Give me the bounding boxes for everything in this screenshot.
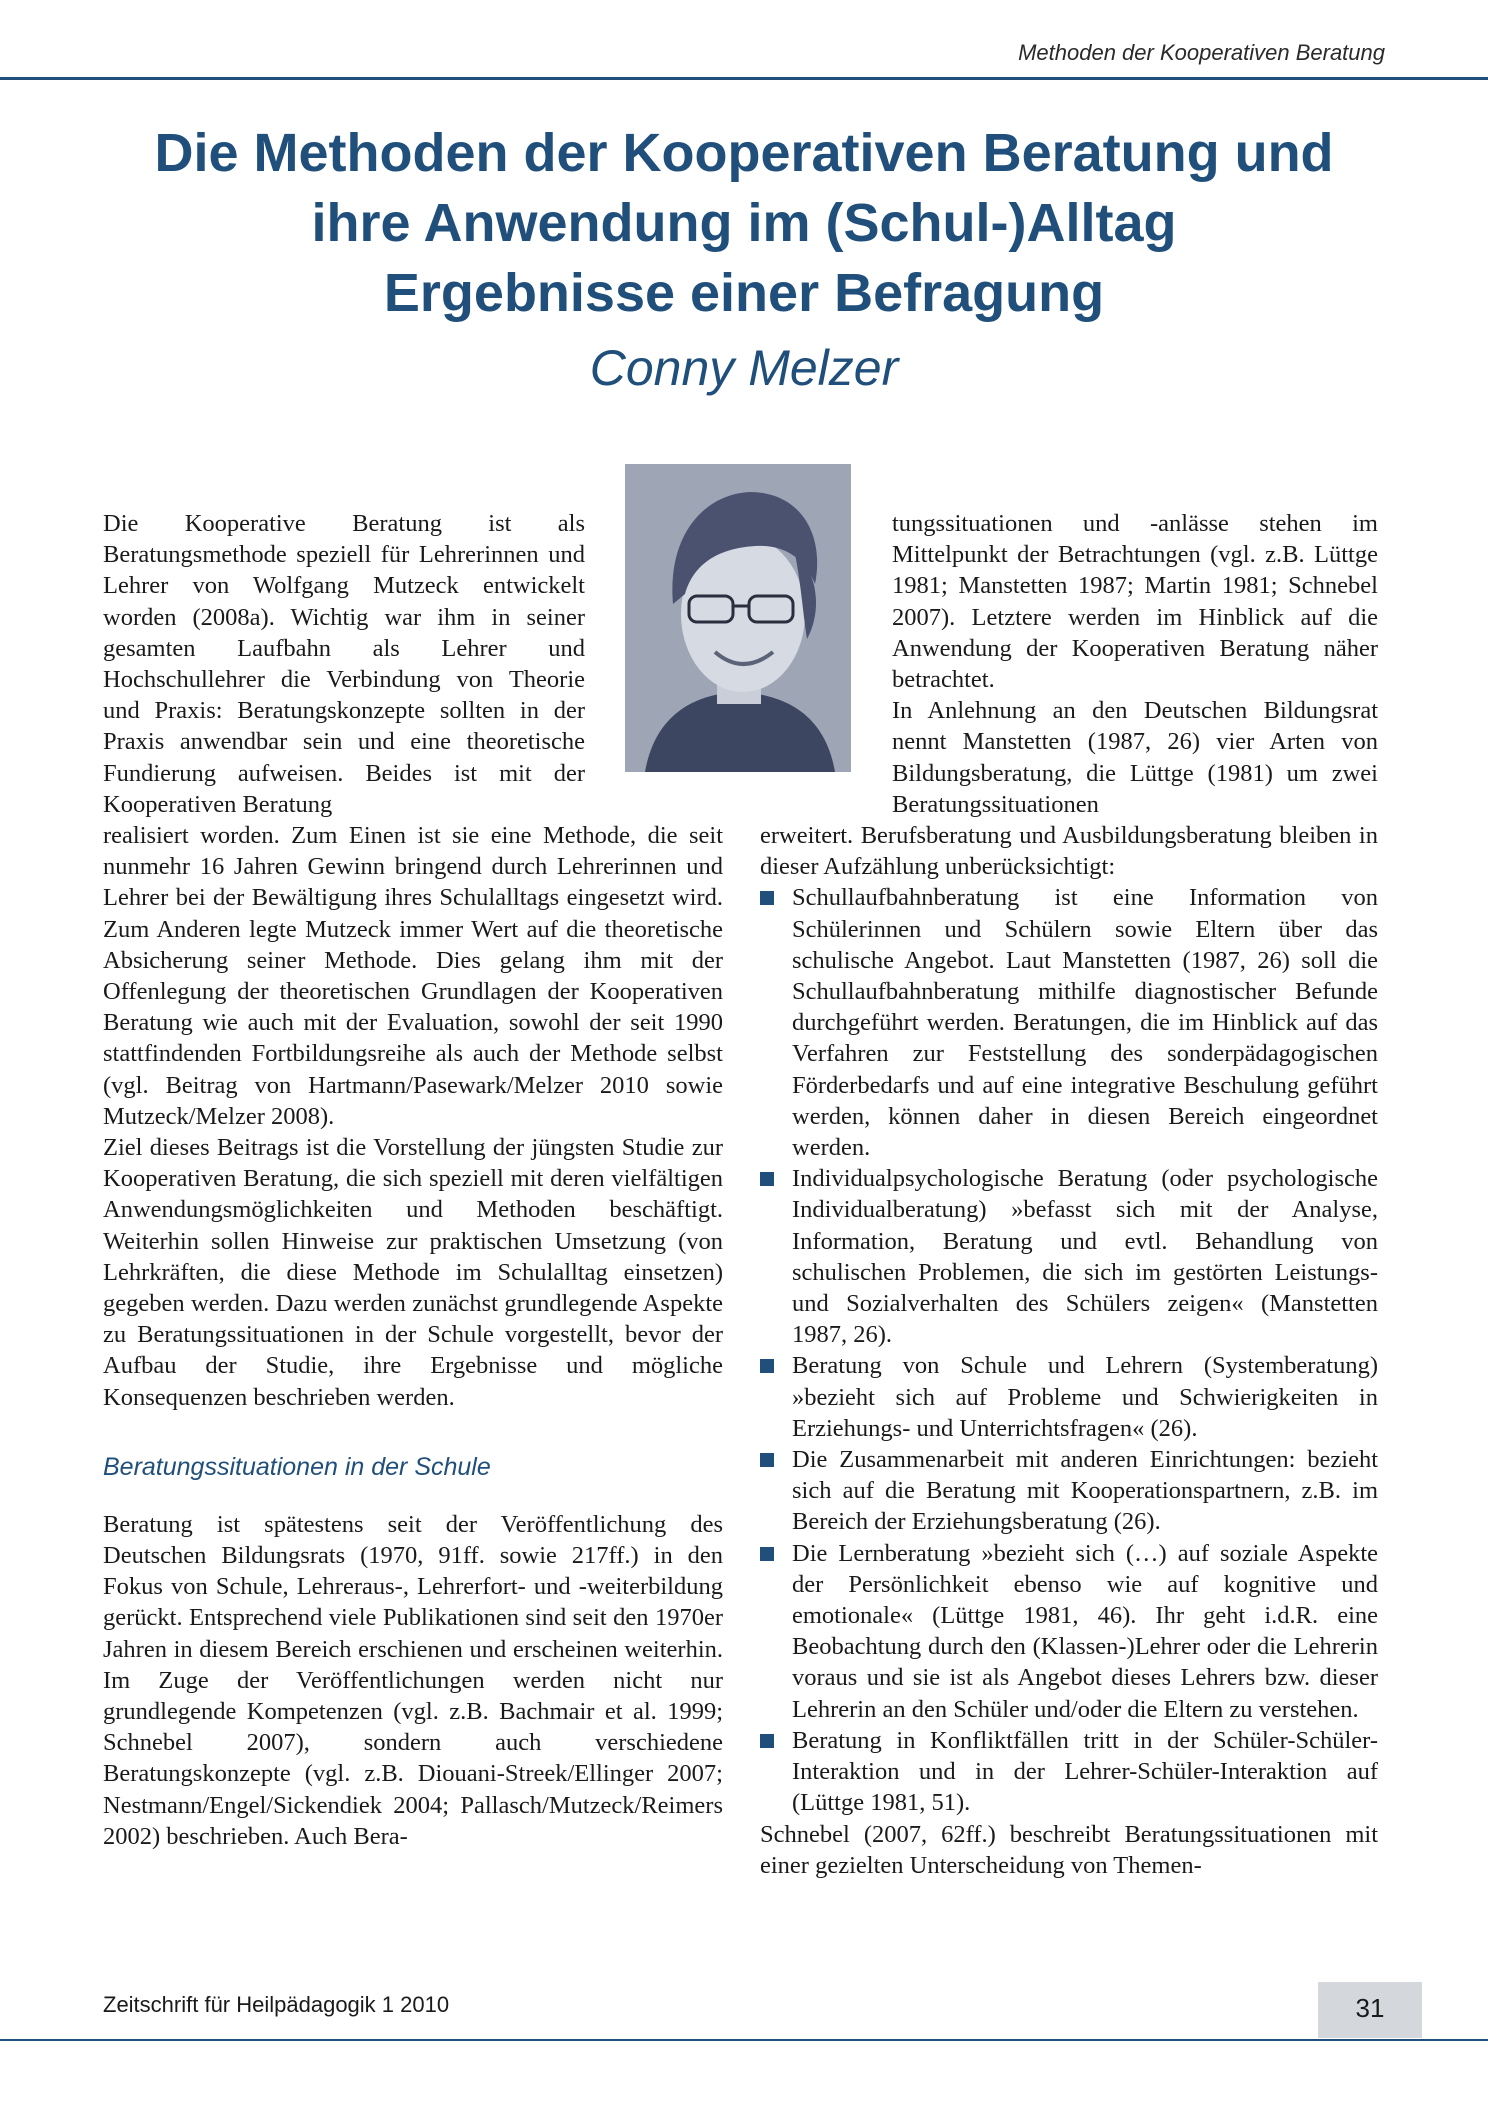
counseling-types-list — [760, 882, 1378, 1818]
right-paragraph-1: tungssituationen und -anlässe stehen im Mittelpunkt der Betrachtungen (vgl. z.B. Lüttge 1981; Manstetten 1987; Martin 1981; Schnebel 2007). Letztere werden im Hinblick auf die Anwendung der Kooperativen Beratung näher betrachtet. — [892, 510, 1378, 694]
square-bullet-icon — [760, 1734, 774, 1748]
list-item-text: Die Lernberatung »bezieht sich (…) auf soziale Aspekte der Persönlichkeit ebenso wie auf kognitive und emotionale« (Lüttge 1981, 46). Ihr geht i.d.R. eine Beobachtung durch den (Klassen-)Lehrer oder die Lehrerin voraus und sie ist als Angebot dieses Lehrers bzw. dieser Lehrerin an den Schüler und/oder die Eltern zu verstehen. — [792, 1539, 1378, 1723]
right-column-top — [892, 508, 1378, 820]
list-intro-paragraph: erweitert. Berufsberatung und Ausbildungsberatung bleiben in dieser Aufzählung unberücksichtigt: — [760, 822, 1378, 881]
footer-rule — [0, 2039, 1488, 2041]
list-item — [760, 1163, 1378, 1350]
list-item-text: Beratung in Konfliktfällen tritt in der Schüler-Schüler-Interaktion und in der Lehrer-Schüler-Interaktion auf (Lüttge 1981, 51). — [792, 1726, 1378, 1817]
intro-paragraph-goal: Ziel dieses Beitrags ist die Vorstellung der jüngsten Studie zur Kooperativen Beratung, die sich speziell mit deren vielfältigen Anwendungsmöglichkeiten und Methoden beschäftigt. Weiterhin sollen Hinweise zur praktischen Umsetzung (von Lehrkräften, die diese Methode im Schulalltag einsetzen) gegeben werden. Dazu werden zunächst grundlegende Aspekte zu Beratungssituationen in der Schule vorgestellt, bevor der Aufbau der Studie, ihre Ergebnisse und mögliche Konsequenzen beschrieben werden. — [103, 1134, 723, 1411]
square-bullet-icon — [760, 1172, 774, 1186]
square-bullet-icon — [760, 1547, 774, 1561]
intro-column-left-top — [103, 508, 585, 820]
list-item — [760, 1538, 1378, 1725]
page-number: 31 — [1355, 1993, 1385, 2023]
list-item — [760, 1350, 1378, 1444]
journal-footer: Zeitschrift für Heilpädagogik 1 2010 — [103, 1992, 450, 2017]
right-column — [760, 820, 1378, 1881]
title-block — [0, 118, 1488, 400]
list-item — [760, 1444, 1378, 1538]
article-title-line-1: Die Methoden der Kooperativen Beratung und — [154, 123, 1334, 183]
intro-paragraph-continued: realisiert worden. Zum Einen ist sie eine Methode, die seit nunmehr 16 Jahren Gewinn bringend durch Lehrerinnen und Lehrer bei der Bewältigung ihres Schulalltags eingesetzt wird. Zum Anderen legte Mutzeck immer Wert auf die theoretische Absicherung seiner Methode. Dies gelang ihm mit der Offenlegung der theoretischen Grundlagen der Kooperativen Beratung wie auch mit der Evaluation, sowohl der seit 1990 stattfindenden Fortbildungsreihe als auch der Methode selbst (vgl. Beitrag von Hartmann/Pasewark/Melzer 2010 sowie Mutzeck/Melzer 2008). — [103, 822, 723, 1130]
author-name: Conny Melzer — [589, 340, 899, 396]
left-column — [103, 820, 723, 1852]
section-heading: Beratungssituationen in der Schule — [103, 1452, 491, 1481]
list-item-text: Individualpsychologische Beratung (oder psychologische Individualberatung) »befasst sich mit der Analyse, Information, Beratung und evtl. Behandlung von schulischen Problemen, die sich im gestörten Leistungs- und Sozialverhalten des Schülers zeigen« (Manstetten 1987, 26). — [792, 1165, 1378, 1349]
after-list-paragraph: Schnebel (2007, 62ff.) beschreibt Beratungssituationen mit einer gezielten Unterscheidung von Themen- — [760, 1820, 1378, 1879]
list-item — [760, 1725, 1378, 1819]
intro-paragraph-start: Die Kooperative Beratung ist als Beratungsmethode speziell für Lehrerinnen und Lehrer von Wolfgang Mutzeck entwickelt worden (2008a). Wichtig war ihm in seiner gesamten Laufbahn als Lehrer und Hochschullehrer die Verbindung von Theorie und Praxis: Beratungskonzepte sollten in der Praxis anwendbar sein und eine theoretische Fundierung aufweisen. Beides ist mit der Kooperativen Beratung — [103, 510, 585, 818]
author-photo — [625, 464, 851, 772]
list-item — [760, 882, 1378, 1163]
list-item-text: Die Zusammenarbeit mit anderen Einrichtungen: bezieht sich auf die Beratung mit Kooperationspartnern, z.B. im Bereich der Erziehungsberatung (26). — [792, 1446, 1378, 1536]
section-paragraph: Beratung ist spätestens seit der Veröffentlichung des Deutschen Bildungsrats (1970, 91ff. sowie 217ff.) in den Fokus von Schule, Lehreraus-, Lehrerfort- und -weiterbildung gerückt. Entsprechend viele Publikationen sind seit den 1970er Jahren in diesem Bereich erschienen und erscheinen weiterhin. Im Zuge der Veröffentlichungen werden nicht nur grundlegende Kompetenzen (vgl. z.B. Bachmair et al. 1999; Schnebel 2007), sondern auch verschiedene Beratungskonzepte (vgl. z.B. Diouani-Streek/Ellinger 2007; Nestmann/Engel/Sickendiek 2004; Pallasch/Mutzeck/Reimers 2002) beschrieben. Auch Bera- — [103, 1510, 723, 1850]
article-title-line-2: ihre Anwendung im (Schul-)Alltag — [311, 193, 1177, 253]
article-title-line-3: Ergebnisse einer Befragung — [383, 263, 1105, 323]
square-bullet-icon — [760, 891, 774, 905]
right-paragraph-2: In Anlehnung an den Deutschen Bildungsrat nennt Manstetten (1987, 26) vier Arten von Bildungsberatung, die Lüttge (1981) um zwei Beratungssituationen — [892, 697, 1378, 818]
list-item-text: Schullaufbahnberatung ist eine Information von Schülerinnen und Schülern sowie Eltern über das schulische Angebot. Laut Manstetten (1987, 26) soll die Schullaufbahnberatung mithilfe diagnostischer Befunde durchgeführt werden. Beratungen, die im Hinblick auf das Verfahren zur Feststellung des sonderpädagogischen Förderbedarfs und auf eine integrative Beschulung geführt werden, können daher in diesen Bereich eingeordnet werden. — [792, 884, 1378, 1162]
running-head: Methoden der Kooperativen Beratung — [1018, 40, 1385, 65]
header-rule — [0, 77, 1488, 80]
list-item-text: Beratung von Schule und Lehrern (Systemberatung) »bezieht sich auf Probleme und Schwierigkeiten in Erziehungs- und Unterrichtsfragen« (26). — [792, 1352, 1378, 1442]
square-bullet-icon — [760, 1359, 774, 1373]
square-bullet-icon — [760, 1453, 774, 1467]
